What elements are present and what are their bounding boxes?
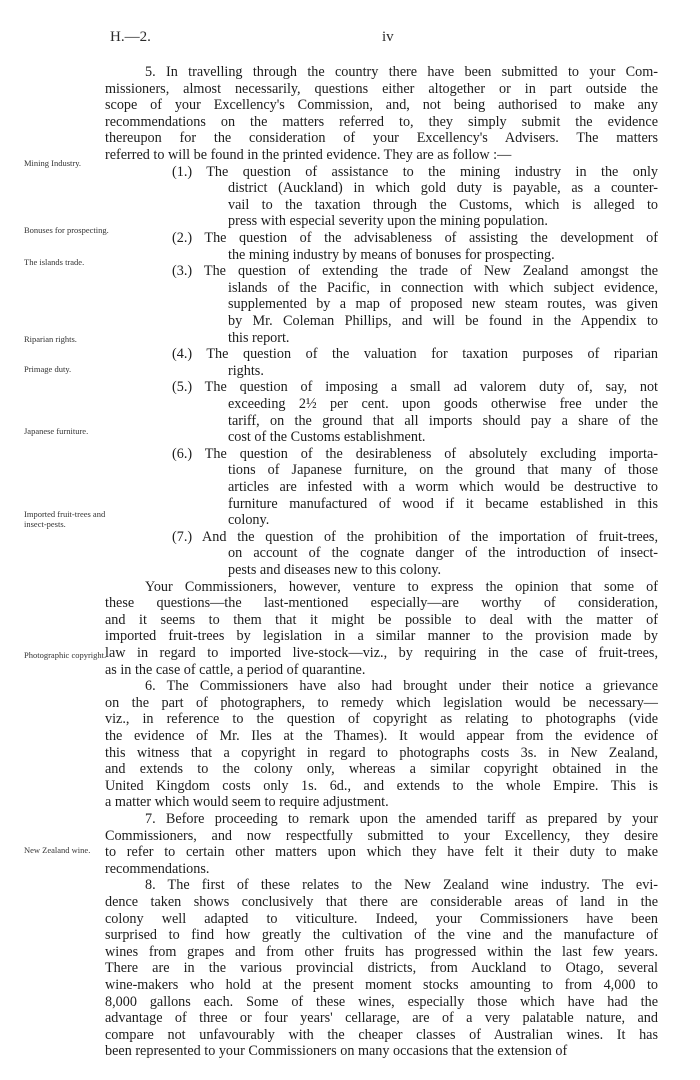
text-line: scope of your Excellency's Commission, and, not being authorised to make any [105, 97, 658, 114]
text-line: and extends to the colony only, whereas a similar copyright obtained in the [105, 761, 658, 778]
text-line: by Mr. Coleman Phillips, and will be found in the Appendix to [228, 313, 658, 329]
text-line: and it seems to them that it might be possible to deal with the matter of [105, 611, 658, 628]
text-line: (4.) The question of the valuation for taxation purposes of riparian [172, 346, 658, 363]
text-line: law in regard to imported live-stock—viz., by requiring in the case of fruit-trees, [105, 645, 658, 661]
margin-note-bonuses-for-prospecting: Bonuses for prospecting. [24, 225, 109, 235]
text-line: the evidence of Mr. Iles at the Thames). It would appear from the evidence of [105, 728, 658, 744]
text-line: this report. [228, 329, 290, 346]
text-line: a matter which would seem to require adjustment. [105, 794, 389, 811]
margin-note-riparian-rights: Riparian rights. [24, 334, 77, 344]
text-line: There are in the various provincial districts, from Auckland to Otago, several [105, 960, 658, 977]
text-line: rights. [228, 362, 264, 379]
text-line: on account of the cognate danger of the introduction of insect- [228, 545, 658, 562]
text-line: compare not unfavourably with the cheaper classes of Australian wines. It has [105, 1026, 658, 1043]
text-line: (3.) The question of extending the trade of New Zealand amongst the [172, 263, 658, 280]
text-line: (5.) The question of imposing a small ad valorem duty of, say, not [172, 379, 658, 396]
text-line: colony well adapted to viticulture. Indeed, your Commissioners have been [105, 910, 658, 927]
text-line: recommendations on the matters referred to, they simply submit the evidence [105, 113, 658, 130]
text-line: cost of the Customs establishment. [228, 429, 426, 446]
text-line: been represented to your Commissioners on many occasions that the extension of [105, 1043, 568, 1060]
text-line: exceeding 2½ per cent. upon goods otherwise free under the [228, 396, 658, 412]
text-line: tions of Japanese furniture, on the ground that many of those [228, 462, 658, 479]
text-line: tariff, on the ground that all imports should pay a share of the [228, 412, 658, 429]
margin-note-mining-industry: Mining Industry. [24, 158, 82, 168]
text-line: on the part of photographers, to remedy which legislation would be necessary— [105, 694, 658, 711]
page-header-reference: H.—2. [110, 29, 151, 45]
text-line: 8. The first of these relates to the New Zealand wine industry. The evi- [145, 877, 658, 894]
text-line: islands of the Pacific, in connection with which subject evidence, [228, 279, 658, 296]
text-line: press with especial severity upon the mining population. [228, 213, 548, 230]
text-line: to refer to certain other matters upon which they have felt it their duty to make [105, 844, 658, 861]
text-line: vail to the taxation through the Customs, which is alleged to [228, 196, 658, 213]
text-line: Commissioners, and now respectfully submitted to your Excellency, they desire [105, 827, 658, 844]
text-line: (1.) The question of assistance to the mining industry in the only [172, 163, 658, 180]
text-line: wine-makers who hold at the present moment stocks amounting to from 4,000 to [105, 977, 658, 993]
text-line: missioners, almost necessarily, questions either altogether or in part outside the [105, 80, 658, 97]
text-line: referred to will be found in the printed evidence. They are as follow :— [105, 147, 512, 163]
margin-note-japanese-furniture: Japanese furniture. [24, 426, 89, 436]
text-line: furniture manufactured of wood if it became established in this [228, 495, 658, 512]
margin-note-photographic-copyright: Photographic copyright. [24, 650, 107, 660]
text-line: this witness that a copyright in regard to photographs costs 3s. in New Zealand, [105, 744, 658, 761]
text-line: 8,000 gallons each. Some of these wines, especially those which have had the [105, 993, 658, 1010]
text-line: (6.) The question of the desirableness of absolutely excluding importa- [172, 445, 658, 462]
text-line: as in the case of cattle, a period of quarantine. [105, 661, 366, 678]
text-line: imported fruit-trees by legislation in a similar manner to the provision made by [105, 628, 658, 645]
text-line: pests and diseases new to this colony. [228, 562, 442, 578]
page-number: iv [382, 29, 394, 45]
text-line: viz., in reference to the question of copyright as relating to photographs (vide [105, 711, 658, 728]
text-line: (2.) The question of the advisableness of assisting the development of [172, 230, 658, 246]
text-line: United Kingdom costs only 1s. 6d., and extends to the whole Empire. This is [105, 777, 658, 794]
margin-note-new-zealand-wine: New Zealand wine. [24, 845, 91, 855]
text-line: the mining industry by means of bonuses for prospecting. [228, 246, 555, 263]
text-line: surprised to find how greatly the cultivation of the vine and the manufacture of [105, 927, 658, 944]
text-line: thereupon for the consideration of your Excellency's Advisers. The matters [105, 130, 658, 147]
text-line: dence taken shows conclusively that there are considerable areas of land in the [105, 894, 658, 910]
text-line: recommendations. [105, 860, 210, 877]
text-line: Your Commissioners, however, venture to express the opinion that some of [145, 578, 658, 595]
text-line: articles are infested with a worm which would be destructive to [228, 479, 658, 495]
text-line: (7.) And the question of the prohibition of the importation of fruit-trees, [172, 528, 658, 545]
margin-note-primage-duty: Primage duty. [24, 364, 72, 374]
text-line: 7. Before proceeding to remark upon the amended tariff as prepared by your [145, 811, 658, 827]
text-line: 6. The Commissioners have also had brought under their notice a grievance [145, 678, 658, 695]
text-line: colony. [228, 512, 270, 529]
text-line: supplemented by a map of proposed new steam routes, was given [228, 296, 658, 313]
margin-note-imported-fruit-trees: Imported fruit-trees and insect-pests. [24, 509, 106, 529]
text-line: 5. In travelling through the country there have been submitted to your Com- [145, 64, 658, 80]
text-line: district (Auckland) in which gold duty is payable, as a counter- [228, 180, 658, 197]
text-line: these questions—the last-mentioned especially—are worthy of consideration, [105, 595, 658, 612]
margin-note-islands-trade: The islands trade. [24, 257, 85, 267]
text-line: advantage of three or four years' cellarage, are of a very palatable nature, and [105, 1010, 658, 1027]
text-line: wines from grapes and from other fruits has progressed within the last few years. [105, 943, 658, 960]
